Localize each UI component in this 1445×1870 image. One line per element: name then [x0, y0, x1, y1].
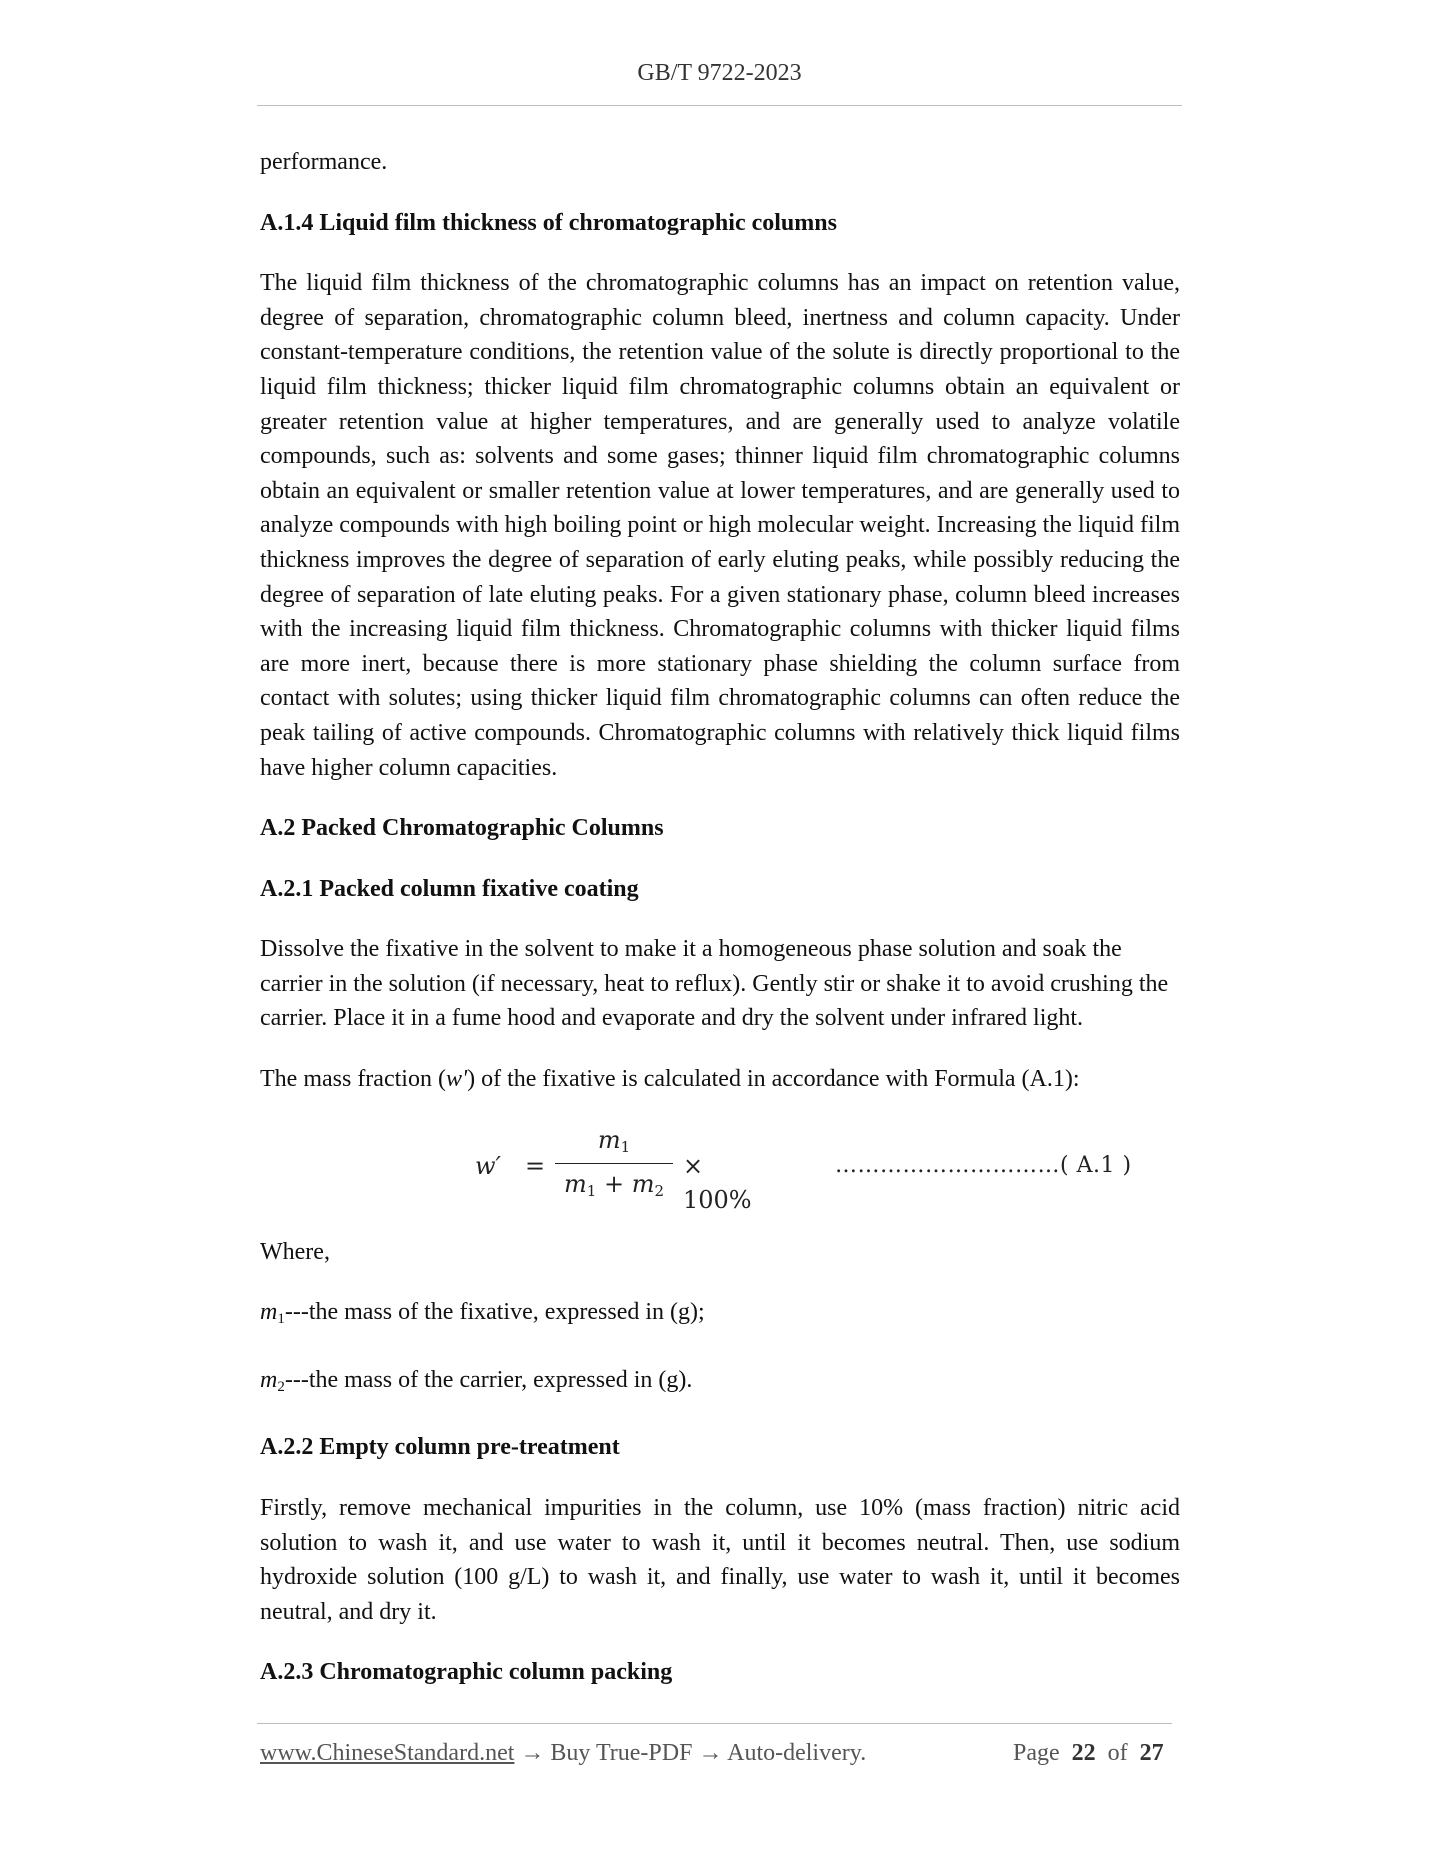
section-a21-body: Dissolve the fixative in the solvent to make it a homogeneous phase solution and soak the carrier in the solution (if necessary, heat to reflux). Gently stir or shake it to avoid crushing the carrier. Place it in a fume hood and evaporate and dry the solvent under infrared light. — [260, 936, 1169, 1032]
formula-intro-variable: w' — [445, 1066, 468, 1093]
page-content — [260, 145, 1180, 1690]
formula-equals: = — [525, 1151, 546, 1180]
header-divider — [257, 105, 1182, 106]
formula-intro-text-before: The mass fraction ( — [260, 1066, 446, 1093]
numerator-subscript: 1 — [620, 1137, 631, 1156]
formula-intro — [260, 1062, 1180, 1097]
formula-denominator — [555, 1167, 673, 1209]
denominator-subscript-2: 2 — [654, 1181, 664, 1200]
where-label: Where, — [260, 1238, 330, 1265]
definition-subscript: 2 — [277, 1378, 285, 1395]
page-indicator — [1013, 1740, 1164, 1767]
section-a22-body: Firstly, remove mechanical impurities in the column, use 10% (mass fraction) nitric acid solution to wash it, and use water to wash it, until it becomes neutral. Then, use sodium hydroxide solution (100 g/L) to wash it, and finally, use water to wash it, until it becomes neutral, and dry it. — [260, 1495, 1180, 1625]
section-a23-heading: A.2.3 Chromatographic column packing — [260, 1659, 673, 1686]
page-of-label: of — [1107, 1740, 1128, 1766]
section-a14-body: The liquid film thickness of the chromatographic columns has an impact on retention value, degree of separation, chromatographic column bleed, inertness and column capacity. Under constant-temperature conditions, the retention value of the solute is directly proportional to the liquid film thickness; thicker liquid film chromatographic columns obtain an equivalent or greater retention value at higher temperatures, and are generally used to analyze volatile compounds, such as: solvents and some gases; thinner liquid film chromatographic columns obtain an equivalent or smaller retention value at lower temperatures, and are generally used to analyze compounds with high boiling point or high molecular weight. Increasing the liquid film thickness improves the degree of separation of early eluting peaks, while possibly reducing the degree of separation of late eluting peaks. For a given stationary phase, column bleed increases with the increasing liquid film thickness. Chromatographic columns with thicker liquid films are more inert, because there is more stationary phase shielding the column surface from contact with solutes; using thicker liquid film chromatographic columns can often reduce the peak tailing of active compounds. Chromatographic columns with relatively thick liquid films have higher column capacities. — [260, 270, 1180, 781]
fraction-bar — [555, 1163, 673, 1165]
definition-m1 — [260, 1295, 1180, 1337]
formula-times-100-percent: × 100% — [683, 1151, 752, 1215]
definition-subscript: 1 — [277, 1311, 285, 1328]
formula-block — [260, 1123, 1180, 1215]
formula-number: …………………………( A.1 ) — [835, 1152, 1132, 1178]
denominator-plus: + — [596, 1169, 632, 1198]
footer-promo-text: → Buy True-PDF → Auto-delivery. — [514, 1740, 867, 1766]
numerator-variable: m — [597, 1125, 621, 1154]
denominator-variable-2: m — [631, 1169, 655, 1198]
section-a22-heading: A.2.2 Empty column pre-treatment — [260, 1434, 620, 1461]
footer-promo — [260, 1740, 866, 1767]
definition-variable: m — [260, 1366, 278, 1393]
intro-fragment: performance. — [260, 149, 388, 175]
section-a2-heading: A.2 Packed Chromatographic Columns — [260, 815, 664, 842]
formula-numerator — [563, 1123, 665, 1165]
definition-text: ---the mass of the carrier, expressed in (g). — [284, 1366, 693, 1393]
page-label: Page — [1013, 1740, 1060, 1766]
denominator-subscript-1: 1 — [586, 1181, 597, 1200]
current-page-number: 22 — [1071, 1740, 1096, 1766]
formula-a1 — [475, 1123, 775, 1215]
section-a14-heading: A.1.4 Liquid film thickness of chromatographic columns — [260, 209, 837, 236]
section-a21-heading: A.2.1 Packed column fixative coating — [260, 875, 639, 902]
definition-variable: m — [260, 1299, 278, 1326]
formula-lhs: w′ — [475, 1151, 501, 1180]
total-pages-number: 27 — [1139, 1740, 1164, 1766]
website-link[interactable]: www.ChineseStandard.net — [260, 1740, 515, 1766]
document-id-header: GB/T 9722-2023 — [637, 60, 802, 86]
definition-text: ---the mass of the fixative, expressed in (g); — [284, 1299, 705, 1326]
formula-intro-text-after: ) of the fixative is calculated in accordance with Formula (A.1): — [467, 1066, 1080, 1093]
denominator-variable-1: m — [564, 1169, 587, 1198]
definition-m2 — [260, 1363, 1180, 1405]
footer-divider — [257, 1723, 1172, 1724]
